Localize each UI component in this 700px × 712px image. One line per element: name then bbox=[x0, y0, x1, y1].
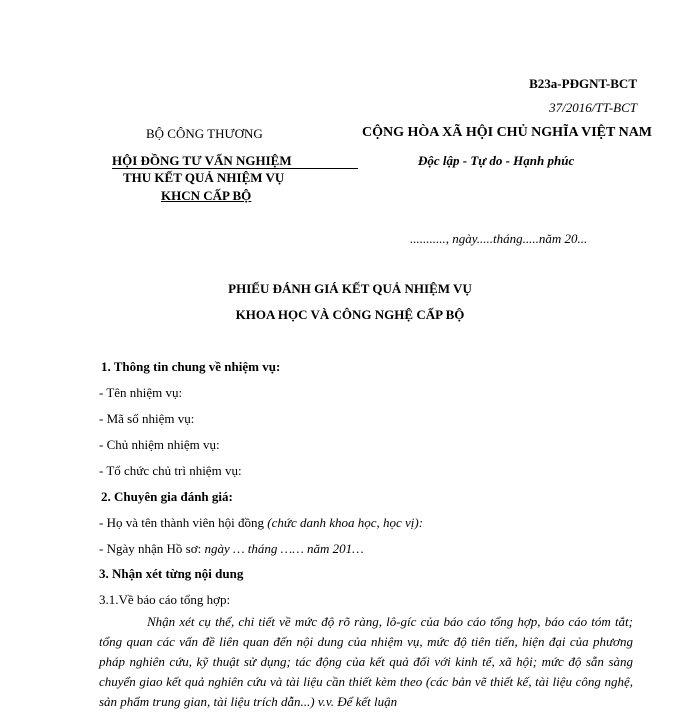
ministry-name: BỘ CÔNG THƯƠNG bbox=[146, 126, 263, 141]
form-code: B23a-PĐGNT-BCT bbox=[529, 76, 637, 91]
field-task-name: - Tên nhiệm vụ: bbox=[99, 385, 183, 400]
section-3-1-heading: 3.1.Về báo cáo tổng hợp: bbox=[99, 592, 231, 607]
field-host-organization: - Tổ chức chủ trì nhiệm vụ: bbox=[99, 463, 242, 478]
section-1-heading: 1. Thông tin chung về nhiệm vụ: bbox=[101, 359, 281, 374]
received-date-value: ngày … tháng …… năm 201… bbox=[204, 541, 364, 556]
nation-motto: Độc lập - Tự do - Hạnh phúc bbox=[418, 153, 575, 168]
section-3-1-paragraph: Nhận xét cụ thể, chi tiết về mức độ rõ ràng, lô-gíc của báo cáo tổng hợp, báo cáo tóm tắt; tổng quan các vấn đề liên quan đến nội dung của nhiệm vụ, mức độ tiên tiến, hiện đại của phương pháp nghiên cứu, kỹ thuật sử dụng; tác động của kết quả đối với kinh tế, xã hội; mức độ sẵn sàng chuyển giao kết quả nghiên cứu và tài liệu cần thiết kèm theo (các bản vẽ thiết kế, tài liệu công nghệ, sản phẩm trung gian, tài liệu trích dẫn...) v.v. Để kết luận bbox=[99, 614, 633, 709]
circular-number: 37/2016/TT-BCT bbox=[549, 100, 637, 115]
document-title-line-2: KHOA HỌC VÀ CÔNG NGHỆ CẤP BỘ bbox=[235, 307, 465, 322]
council-member-label: - Họ và tên thành viên hội đồng bbox=[99, 515, 268, 530]
section-3-heading: 3. Nhận xét từng nội dung bbox=[99, 566, 244, 581]
date-line: ..........., ngày.....tháng.....năm 20... bbox=[410, 231, 588, 246]
council-member-note: (chức danh khoa học, học vị): bbox=[267, 515, 424, 530]
council-line-1: HỘI ĐỒNG TƯ VẤN NGHIỆM bbox=[112, 153, 292, 168]
received-date-label: - Ngày nhận Hồ sơ: bbox=[99, 541, 205, 556]
field-task-leader: - Chủ nhiệm nhiệm vụ: bbox=[99, 437, 220, 452]
nation-title: CỘNG HÒA XÃ HỘI CHỦ NGHĨA VIỆT NAM bbox=[362, 125, 653, 140]
section-2-heading: 2. Chuyên gia đánh giá: bbox=[101, 489, 233, 504]
council-underline bbox=[112, 168, 358, 169]
document-title-line-1: PHIẾU ĐÁNH GIÁ KẾT QUẢ NHIỆM VỤ bbox=[228, 281, 472, 296]
field-task-code: - Mã số nhiệm vụ: bbox=[99, 411, 195, 426]
field-council-member bbox=[99, 515, 423, 531]
field-received-date bbox=[99, 541, 364, 557]
council-line-3: KHCN CẤP BỘ bbox=[161, 188, 252, 203]
council-line-2: THU KẾT QUẢ NHIỆM VỤ bbox=[123, 170, 285, 185]
